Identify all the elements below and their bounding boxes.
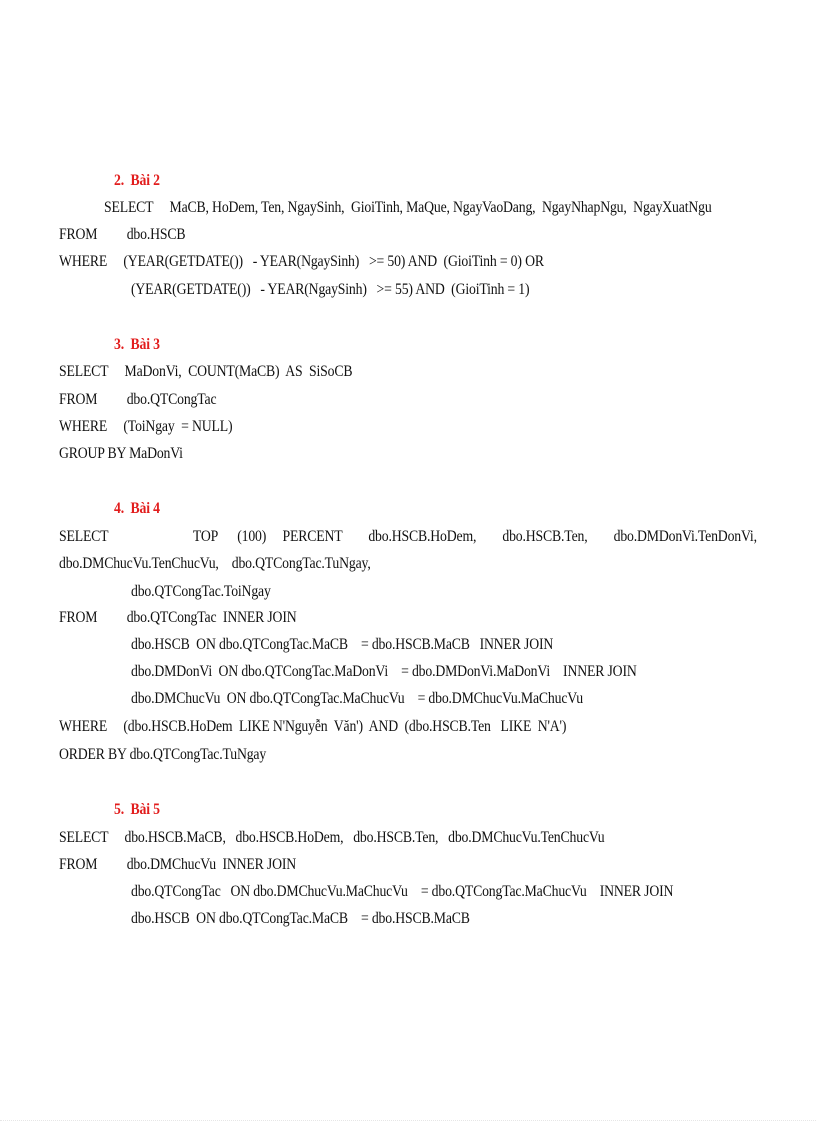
sql-line: FROM dbo.HSCB	[59, 226, 186, 243]
heading-bai-2: 2. Bài 2	[114, 172, 160, 189]
sql-line: dbo.DMDonVi ON dbo.QTCongTac.MaDonVi = dbo.DMDonVi.MaDonVi INNER JOIN	[131, 663, 637, 680]
sql-line: SELECT TOP (100) PERCENT dbo.HSCB.HoDem, dbo.HSCB.Ten, dbo.DMDonVi.TenDonVi,	[59, 528, 757, 545]
sql-line: WHERE (ToiNgay = NULL)	[59, 418, 233, 435]
sql-line: dbo.HSCB ON dbo.QTCongTac.MaCB = dbo.HSCB.MaCB	[131, 910, 470, 927]
sql-line: FROM dbo.DMChucVu INNER JOIN	[59, 856, 297, 873]
sql-line: WHERE (dbo.HSCB.HoDem LIKE N'Nguyễn Văn') AND (dbo.HSCB.Ten LIKE N'A')	[59, 718, 567, 735]
sql-line: dbo.DMChucVu.TenChucVu, dbo.QTCongTac.TuNgay,	[59, 555, 371, 572]
sql-line: dbo.QTCongTac.ToiNgay	[131, 583, 271, 600]
sql-line: ORDER BY dbo.QTCongTac.TuNgay	[59, 746, 267, 763]
sql-line: dbo.QTCongTac ON dbo.DMChucVu.MaChucVu = dbo.QTCongTac.MaChucVu INNER JOIN	[131, 883, 674, 900]
sql-line: SELECT MaDonVi, COUNT(MaCB) AS SiSoCB	[59, 363, 353, 380]
sql-line: dbo.HSCB ON dbo.QTCongTac.MaCB = dbo.HSCB.MaCB INNER JOIN	[131, 636, 554, 653]
heading-bai-3: 3. Bài 3	[114, 336, 160, 353]
sql-line: dbo.DMChucVu ON dbo.QTCongTac.MaChucVu = dbo.DMChucVu.MaChucVu	[131, 690, 583, 707]
heading-bai-4: 4. Bài 4	[114, 500, 160, 517]
sql-line: GROUP BY MaDonVi	[59, 445, 183, 462]
heading-bai-5: 5. Bài 5	[114, 801, 160, 818]
sql-line: WHERE (YEAR(GETDATE()) - YEAR(NgaySinh) >= 50) AND (GioiTinh = 0) OR	[59, 253, 544, 270]
sql-line: FROM dbo.QTCongTac	[59, 391, 217, 408]
sql-line: FROM dbo.QTCongTac INNER JOIN	[59, 609, 297, 626]
sql-line: SELECT MaCB, HoDem, Ten, NgaySinh, GioiTinh, MaQue, NgayVaoDang, NgayNhapNgu, NgayXuatNgu	[104, 199, 712, 216]
sql-line: (YEAR(GETDATE()) - YEAR(NgaySinh) >= 55) AND (GioiTinh = 1)	[131, 281, 530, 298]
page-bottom-border	[0, 1120, 816, 1121]
sql-line: SELECT dbo.HSCB.MaCB, dbo.HSCB.HoDem, dbo.HSCB.Ten, dbo.DMChucVu.TenChucVu	[59, 829, 605, 846]
